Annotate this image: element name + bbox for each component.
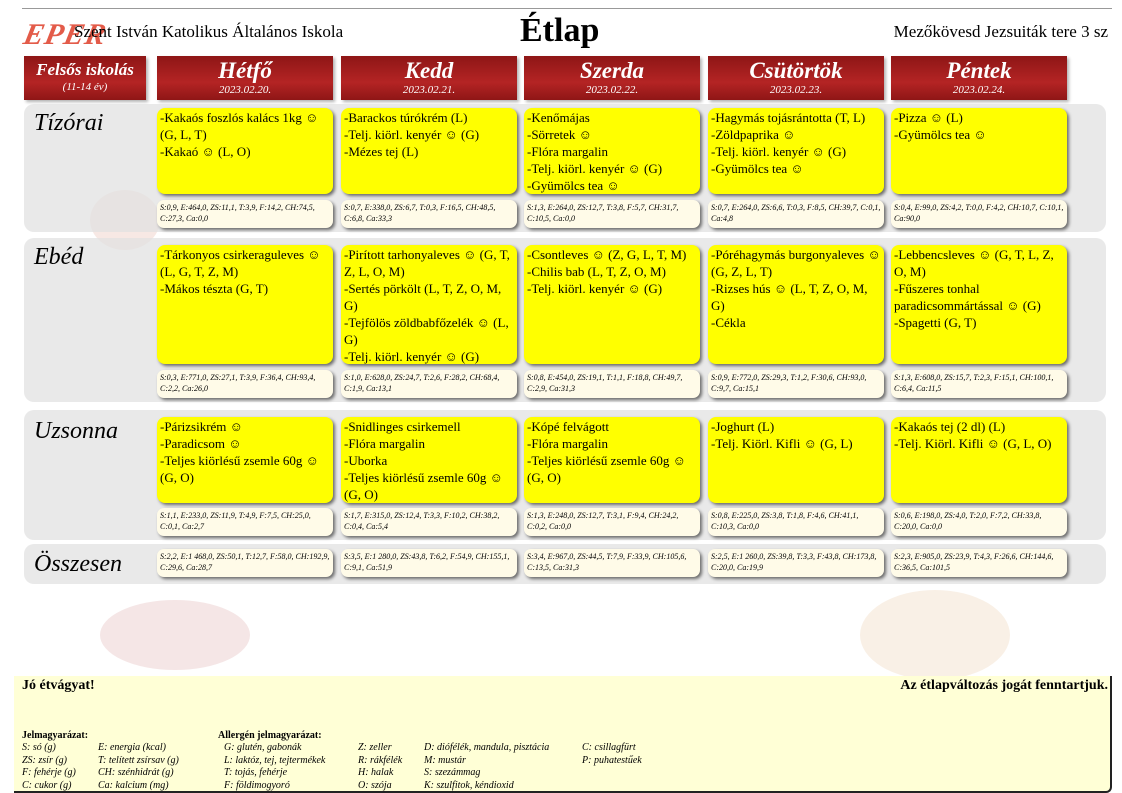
menu-item: -Párizsikrém ☺ — [160, 419, 243, 434]
menu-item: -Telj. kiörl. kenyér ☺ (G) — [344, 127, 480, 142]
nutrition-cell: S:0,8, E:454,0, ZS:19,1, T:1,1, F:18,8, CH:49,7, C:2,9, Ca:31,3 — [524, 370, 700, 398]
menu-item: -Telj. kiörl. kenyér ☺ (G) — [527, 161, 663, 176]
allergen-entry: T: tojás, fehérje — [224, 767, 288, 778]
nutrition-cell: S:1,3, E:248,0, ZS:12,7, T:3,1, F:9,4, CH:24,2, C:0,2, Ca:0,0 — [524, 508, 700, 536]
day-name: Péntek — [946, 58, 1012, 83]
allergen-entry: G: glutén, gabonák — [224, 742, 302, 753]
menu-item: -Telj. kiörl. kenyér ☺ (G) — [711, 144, 847, 159]
allergen-entry: H: halak — [358, 767, 394, 778]
nutrition-cell: S:0,9, E:464,0, ZS:11,1, T:3,9, F:14,2, CH:74,5, C:27,3, Ca:0,0 — [157, 200, 333, 228]
legend-entry: CH: szénhidrát (g) — [98, 767, 174, 778]
allergen-entry: O: szója — [358, 779, 392, 791]
background-decoration — [860, 590, 1010, 680]
group-age: (11-14 év) — [62, 81, 108, 93]
allergen-column — [358, 742, 402, 792]
menu-item: -Teljes kiörlésű zsemle 60g ☺ (G, O) — [527, 453, 686, 485]
menu-cell — [891, 108, 1067, 194]
nutrition-cell: S:0,4, E:99,0, ZS:4,2, T:0,0, F:4,2, CH:10,7, C:10,1, Ca:90,0 — [891, 200, 1067, 228]
allergen-entry: Z: zeller — [358, 742, 392, 753]
nutrition-cell: S:1,3, E:608,0, ZS:15,7, T:2,3, F:15,1, CH:100,1, C:6,4, Ca:11,5 — [891, 370, 1067, 398]
totals-cell: S:2,2, E:1 468,0, ZS:50,1, T:12,7, F:58,0, CH:192,9, C:29,6, Ca:28,7 — [157, 549, 333, 577]
menu-cell — [891, 417, 1067, 503]
legend-entry: Ca: kalcium (mg) — [98, 779, 169, 791]
nutrition-cell: S:1,1, E:233,0, ZS:11,9, T:4,9, F:7,5, CH:25,0, C:0,1, Ca:2,7 — [157, 508, 333, 536]
allergen-entry: K: szulfitok, kéndioxid — [424, 779, 514, 791]
menu-item: -Flóra margalin — [344, 436, 425, 451]
menu-item: -Kakaós foszlós kalács 1kg ☺ (G, L, T) — [160, 110, 319, 142]
legend-entry: C: cukor (g) — [22, 779, 72, 791]
totals-label: Összesen — [34, 551, 122, 577]
menu-item: -Csontleves ☺ (Z, G, L, T, M) — [527, 247, 687, 262]
nutrition-cell: S:1,0, E:628,0, ZS:24,7, T:2,6, F:28,2, CH:68,4, C:1,9, Ca:13,1 — [341, 370, 517, 398]
nutrition-cell: S:0,7, E:264,0, ZS:6,6, T:0,3, F:8,5, CH:39,7, C:0,1, Ca:4,8 — [708, 200, 884, 228]
group-header — [24, 56, 146, 100]
menu-item: -Rizses hús ☺ (L, T, Z, O, M, G) — [711, 281, 868, 313]
menu-cell — [341, 417, 517, 503]
menu-cell — [524, 417, 700, 503]
menu-item: -Teljes kiörlésű zsemle 60g ☺ (G, O) — [344, 470, 503, 502]
school-name: Szent István Katolikus Általános Iskola — [74, 22, 344, 41]
nutrition-cell: S:0,6, E:198,0, ZS:4,0, T:2,0, F:7,2, CH:33,8, C:20,0, Ca:0,0 — [891, 508, 1067, 536]
allergen-entry: L: laktóz, tej, tejtermékek — [224, 754, 326, 766]
menu-item: -Teljes kiörlésű zsemle 60g ☺ (G, O) — [160, 453, 319, 485]
menu-cell — [708, 245, 884, 364]
menu-item: -Zöldpaprika ☺ — [711, 127, 796, 142]
menu-item: -Lebbencsleves ☺ (G, T, L, Z, O, M) — [894, 247, 1054, 279]
menu-item: -Tárkonyos csirkeraguleves ☺ (L, G, T, Z, M) — [160, 247, 321, 279]
menu-item: -Spagetti (G, T) — [894, 315, 977, 330]
day-name: Hétfő — [218, 58, 272, 83]
totals-cell: S:3,4, E:967,0, ZS:44,5, T:7,9, F:33,9, CH:105,6, C:13,5, Ca:31,3 — [524, 549, 700, 577]
menu-item: -Fűszeres tonhal paradicsommártással ☺ (G) — [894, 281, 1041, 313]
menu-item: -Telj. kiörl. kenyér ☺ (G) — [344, 349, 480, 364]
menu-cell — [524, 108, 700, 194]
day-name: Kedd — [404, 58, 454, 83]
day-date: 2023.02.23. — [769, 84, 823, 96]
menu-item: -Gyümölcs tea ☺ — [527, 178, 620, 193]
page-title: Étlap — [520, 12, 600, 49]
day-header — [524, 56, 700, 100]
day-date: 2023.02.20. — [218, 84, 272, 96]
menu-item: -Gyümölcs tea ☺ — [711, 161, 804, 176]
meal-label: Ebéd — [34, 244, 84, 270]
menu-item: -Póréhagymás burgonyaleves ☺ (G, Z, L, T) — [711, 247, 881, 279]
allergen-legend-title: Allergén jelmagyarázat: — [218, 730, 322, 741]
menu-item: -Pirított tarhonyaleves ☺ (G, T, Z, L, O, M) — [344, 247, 510, 279]
allergen-entry: C: csillagfürt — [582, 742, 636, 753]
menu-cell — [341, 108, 517, 194]
allergen-entry: D: diófélék, mandula, pisztácia — [424, 742, 550, 753]
day-name: Szerda — [580, 58, 644, 83]
allergen-entry: R: rákfélék — [358, 754, 403, 766]
menu-item: -Cékla — [711, 315, 746, 330]
day-header — [341, 56, 517, 100]
menu-item: -Snidlinges csirkemell — [344, 419, 461, 434]
day-header — [708, 56, 884, 100]
legend-entry: F: fehérje (g) — [22, 767, 76, 778]
allergen-entry: S: szezámmag — [424, 767, 481, 778]
menu-cell — [341, 245, 517, 364]
allergen-entry: P: puhatestűek — [582, 754, 642, 766]
top-rule — [22, 8, 1112, 9]
menu-item: -Hagymás tojásrántotta (T, L) — [711, 110, 866, 125]
menu-item: -Kenőmájas — [527, 110, 590, 125]
menu-item: -Uborka — [344, 453, 388, 468]
menu-cell — [891, 245, 1067, 364]
menu-item: -Kakaós tej (2 dl) (L) — [894, 419, 1006, 434]
menu-item: -Flóra margalin — [527, 144, 608, 159]
menu-item: -Mákos tészta (G, T) — [160, 281, 269, 296]
menu-item: -Kakaó ☺ (L, O) — [160, 144, 251, 159]
logo: EPER — [20, 18, 110, 51]
greeting: Jó étvágyat! — [22, 678, 95, 693]
day-date: 2023.02.22. — [585, 84, 639, 96]
menu-item: -Gyümölcs tea ☺ — [894, 127, 987, 142]
meal-label: Uzsonna — [34, 418, 119, 444]
day-header — [157, 56, 333, 100]
nutrition-cell: S:0,9, E:772,0, ZS:29,3, T:1,2, F:30,6, CH:93,0, C:9,7, Ca:15,1 — [708, 370, 884, 398]
menu-item: -Joghurt (L) — [711, 419, 775, 434]
menu-item: -Chilis bab (L, T, Z, O, M) — [527, 264, 666, 279]
nutrition-cell: S:1,7, E:315,0, ZS:12,4, T:3,3, F:10,2, CH:38,2, C:0,4, Ca:5,4 — [341, 508, 517, 536]
menu-item: -Sörretek ☺ — [527, 127, 592, 142]
menu-cell — [708, 417, 884, 503]
menu-item: -Barackos túrókrém (L) — [344, 110, 468, 125]
legend-entry: E: energia (kcal) — [98, 742, 166, 753]
menu-cell — [708, 108, 884, 194]
nutrition-cell: S:0,8, E:225,0, ZS:3,8, T:1,8, F:4,6, CH:41,1, C:10,3, Ca:0,0 — [708, 508, 884, 536]
school-address: Mezőkövesd Jezsuiták tere 3 sz — [893, 22, 1108, 41]
legend-entry: T: telített zsírsav (g) — [98, 754, 179, 766]
allergen-column — [224, 742, 325, 792]
menu-cell — [157, 417, 333, 503]
menu-item: -Paradicsom ☺ — [160, 436, 242, 451]
menu-item: -Telj. Kiörl. Kifli ☺ (G, L, O) — [894, 436, 1052, 451]
menu-cell — [157, 245, 333, 364]
menu-item: -Kópé felvágott — [527, 419, 609, 434]
allergen-column — [582, 742, 642, 767]
nutrition-cell: S:0,3, E:771,0, ZS:27,1, T:3,9, F:36,4, CH:93,4, C:2,2, Ca:26,0 — [157, 370, 333, 398]
legend-entry: S: só (g) — [22, 742, 56, 753]
day-date: 2023.02.21. — [402, 84, 456, 96]
day-date: 2023.02.24. — [952, 84, 1006, 96]
allergen-entry: M: mustár — [424, 754, 466, 766]
allergen-column — [424, 742, 549, 792]
menu-cell — [157, 108, 333, 194]
legend-column — [22, 742, 76, 792]
nutrition-cell: S:0,7, E:338,0, ZS:6,7, T:0,3, F:16,5, CH:48,5, C:6,8, Ca:33,3 — [341, 200, 517, 228]
menu-item: -Pizza ☺ (L) — [894, 110, 963, 125]
group-label: Felsős iskolás — [36, 60, 134, 79]
totals-cell: S:2,5, E:1 260,0, ZS:39,8, T:3,3, F:43,8, CH:173,8, C:20,0, Ca:19,9 — [708, 549, 884, 577]
nutrition-cell: S:1,3, E:264,0, ZS:12,7, T:3,8, F:5,7, CH:31,7, C:10,5, Ca:0,0 — [524, 200, 700, 228]
totals-cell: S:2,3, E:905,0, ZS:23,9, T:4,3, F:26,6, CH:144,6, C:36,5, Ca:101,5 — [891, 549, 1067, 577]
menu-item: -Telj. kiörl. kenyér ☺ (G) — [527, 281, 663, 296]
menu-item: -Tejfölös zöldbabfőzelék ☺ (L, G) — [344, 315, 509, 347]
meal-label: Tízórai — [34, 110, 104, 136]
menu-item: -Flóra margalin — [527, 436, 608, 451]
totals-cell: S:3,5, E:1 280,0, ZS:43,8, T:6,2, F:54,9, CH:155,1, C:9,1, Ca:51,9 — [341, 549, 517, 577]
menu-cell — [524, 245, 700, 364]
menu-item: -Mézes tej (L) — [344, 144, 419, 159]
background-decoration — [100, 600, 250, 670]
menu-item: -Telj. Kiörl. Kifli ☺ (G, L) — [711, 436, 853, 451]
legend-column — [98, 742, 179, 792]
day-header — [891, 56, 1067, 100]
day-name: Csütörtök — [749, 58, 843, 83]
menu-item: -Sertés pörkölt (L, T, Z, O, M, G) — [344, 281, 502, 313]
change-notice: Az étlapváltozás jogát fenntartjuk. — [900, 678, 1108, 693]
legend-entry: ZS: zsír (g) — [22, 754, 68, 766]
legend-title: Jelmagyarázat: — [22, 730, 89, 741]
allergen-entry: F: földimogyoró — [224, 779, 290, 791]
